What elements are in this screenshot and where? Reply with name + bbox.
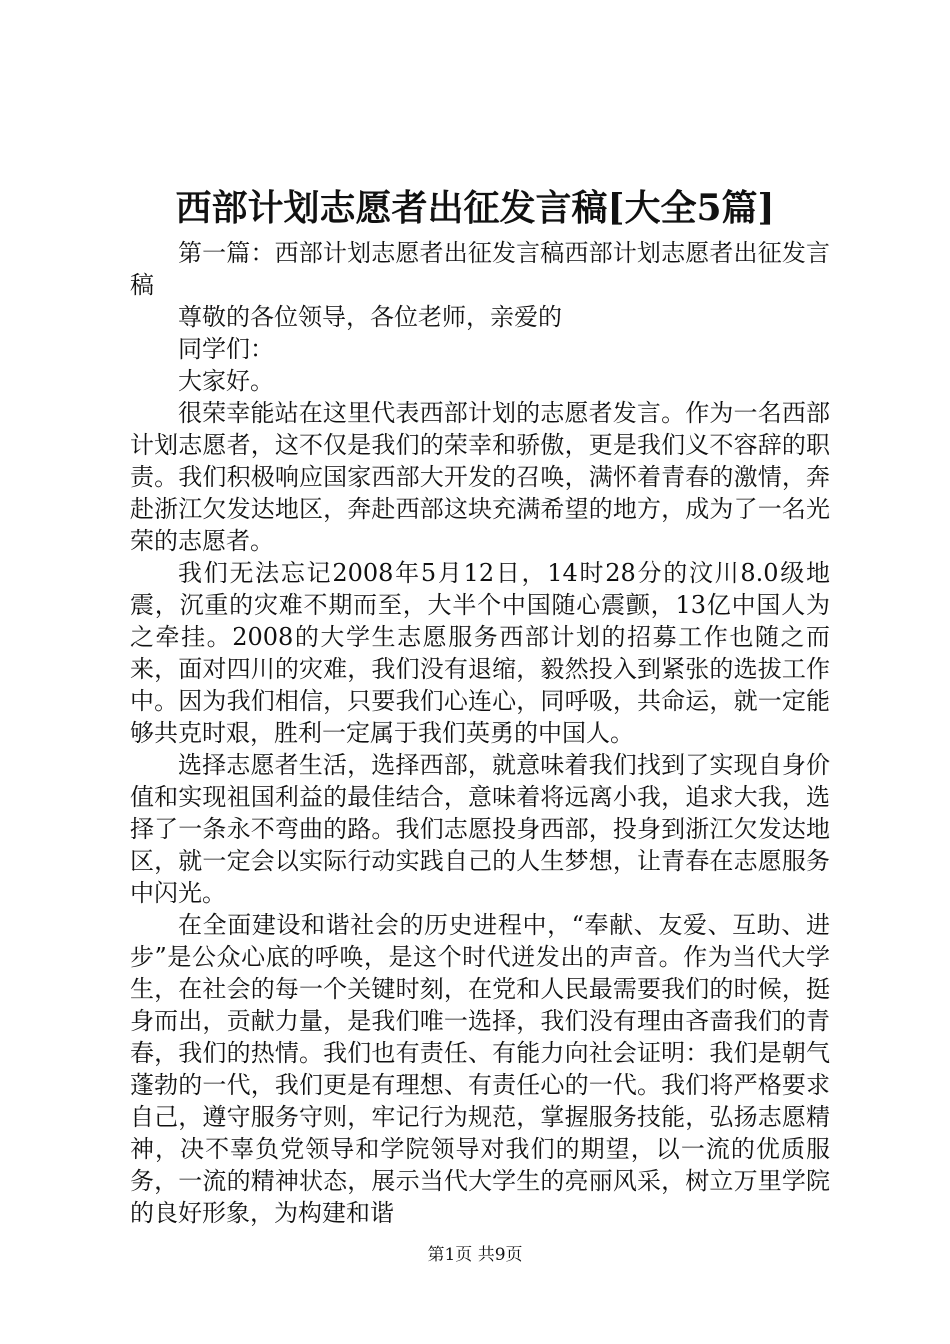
document-title: 西部计划志愿者出征发言稿[大全5篇] [175, 187, 775, 229]
paragraph-3: 同学们： [178, 335, 274, 363]
paragraph-7: 选择志愿者生活，选择西部，就意味着我们找到了实现自身价值和实现祖国利益的最佳结合，意味着将远离小我，追求大我，选择了一条永不弯曲的路。我们志愿投身西部，投身到浙江欠发达地区，就一定会以实际行动实践自己的人生梦想，让青春在志愿服务中闪光。 [130, 751, 830, 907]
page-footer: 第1页 共9页 [427, 1245, 523, 1265]
paragraph-1: 第一篇：西部计划志愿者出征发言稿西部计划志愿者出征发言稿 [130, 239, 830, 299]
paragraph-4: 大家好。 [178, 367, 274, 395]
paragraph-6: 我们无法忘记2008年5月12日，14时28分的汶川8.0级地震，沉重的灾难不期而至，大半个中国随心震颤，13亿中国人为之牵挂。2008的大学生志愿服务西部计划的招募工作也随之而来，面对四川的灾难，我们没有退缩，毅然投入到紧张的选拔工作中。因为我们相信，只要我们心连心，同呼吸，共命运，就一定能够共克时艰，胜利一定属于我们英勇的中国人。 [130, 559, 830, 747]
document-body [130, 237, 830, 1229]
paragraph-2: 尊敬的各位领导，各位老师，亲爱的 [178, 303, 562, 331]
paragraph-8: 在全面建设和谐社会的历史进程中，“奉献、友爱、互助、进步”是公众心底的呼唤，是这个时代迸发出的声音。作为当代大学生，在社会的每一个关键时刻，在党和人民最需要我们的时候，挺身而出，贡献力量，是我们唯一选择，我们没有理由吝啬我们的青春，我们的热情。我们也有责任、有能力向社会证明：我们是朝气蓬勃的一代，我们更是有理想、有责任心的一代。我们将严格要求自己，遵守服务守则，牢记行为规范，掌握服务技能，弘扬志愿精神，决不辜负党领导和学院领导对我们的期望，以一流的优质服务，一流的精神状态，展示当代大学生的亮丽风采，树立万里学院的良好形象，为构建和谐 [130, 911, 830, 1227]
paragraph-5: 很荣幸能站在这里代表西部计划的志愿者发言。作为一名西部计划志愿者，这不仅是我们的荣幸和骄傲，更是我们义不容辞的职责。我们积极响应国家西部大开发的召唤，满怀着青春的激情，奔赴浙江欠发达地区，奔赴西部这块充满希望的地方，成为了一名光荣的志愿者。 [130, 399, 830, 555]
